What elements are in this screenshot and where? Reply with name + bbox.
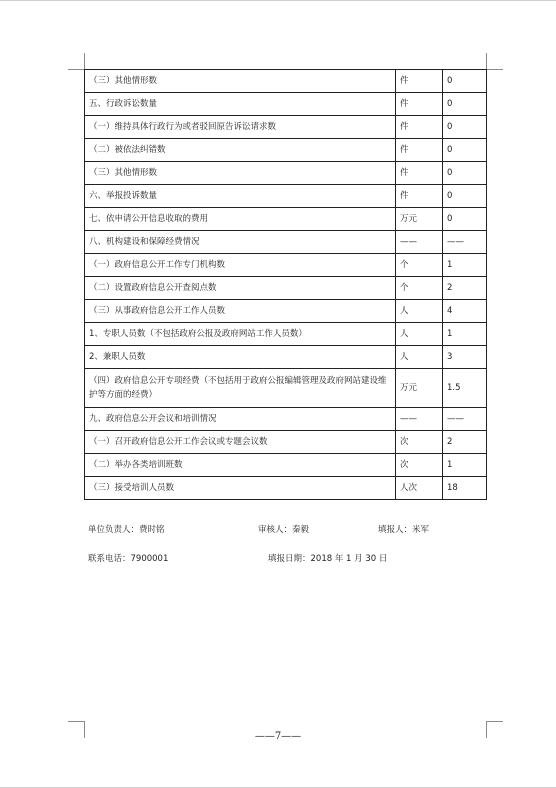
item-cell: 五、行政诉讼数量 bbox=[85, 93, 396, 116]
item-cell: （三）其他情形数 bbox=[85, 70, 396, 93]
value-cell: 0 bbox=[443, 116, 487, 139]
table-row bbox=[85, 369, 487, 408]
unit-cell: 件 bbox=[396, 93, 443, 116]
crop-mark-top-left bbox=[68, 53, 85, 70]
table-row bbox=[85, 116, 487, 139]
table-row bbox=[85, 277, 487, 300]
value-cell: 1.5 bbox=[443, 369, 487, 408]
item-cell: （四）政府信息公开专项经费（不包括用于政府公报编辑管理及政府网站建设维护等方面的经费） bbox=[85, 369, 396, 408]
item-cell: 九、政府信息公开会议和培训情况 bbox=[85, 408, 396, 431]
table-row bbox=[85, 162, 487, 185]
unit-cell: 人次 bbox=[396, 477, 443, 500]
item-cell: （一）维持具体行政行为或者驳回原告诉讼请求数 bbox=[85, 116, 396, 139]
item-cell: （二）被依法纠错数 bbox=[85, 139, 396, 162]
item-cell: 1、专职人员数（不包括政府公报及政府网站工作人员数） bbox=[85, 323, 396, 346]
contact-phone: 联系电话：7900001 bbox=[88, 554, 169, 564]
value-cell: 2 bbox=[443, 277, 487, 300]
unit-cell: —— bbox=[396, 408, 443, 431]
item-cell: （三）接受培训人员数 bbox=[85, 477, 396, 500]
responsible-person: 单位负责人：费时铭 bbox=[88, 525, 165, 535]
unit-cell: 万元 bbox=[396, 369, 443, 408]
value-cell: 1 bbox=[443, 454, 487, 477]
table-row bbox=[85, 93, 487, 116]
item-cell: （三）其他情形数 bbox=[85, 162, 396, 185]
unit-cell: 万元 bbox=[396, 208, 443, 231]
value-cell: 0 bbox=[443, 93, 487, 116]
crop-mark-bottom-right bbox=[486, 721, 503, 738]
statistics-table bbox=[84, 69, 487, 500]
value-cell: 0 bbox=[443, 185, 487, 208]
page-number: ——7—— bbox=[254, 731, 302, 742]
fill-date: 填报日期：2018 年 1 月 30 日 bbox=[268, 554, 388, 564]
unit-cell: 件 bbox=[396, 70, 443, 93]
filler: 填报人：米军 bbox=[378, 525, 430, 535]
value-cell: 0 bbox=[443, 208, 487, 231]
unit-cell: 件 bbox=[396, 185, 443, 208]
unit-cell: 次 bbox=[396, 431, 443, 454]
table-row bbox=[85, 139, 487, 162]
value-cell: 4 bbox=[443, 300, 487, 323]
table-row bbox=[85, 323, 487, 346]
value-cell: 0 bbox=[443, 139, 487, 162]
table-row bbox=[85, 431, 487, 454]
item-cell: 七、依申请公开信息收取的费用 bbox=[85, 208, 396, 231]
table-row bbox=[85, 208, 487, 231]
item-cell: （一）政府信息公开工作专门机构数 bbox=[85, 254, 396, 277]
table-row bbox=[85, 346, 487, 369]
value-cell: 3 bbox=[443, 346, 487, 369]
table-row bbox=[85, 185, 487, 208]
unit-cell: 人 bbox=[396, 300, 443, 323]
table-row bbox=[85, 300, 487, 323]
unit-cell: 次 bbox=[396, 454, 443, 477]
item-cell: （二）举办各类培训班数 bbox=[85, 454, 396, 477]
unit-cell: 人 bbox=[396, 323, 443, 346]
value-cell: 1 bbox=[443, 323, 487, 346]
table-row bbox=[85, 477, 487, 500]
table-row bbox=[85, 231, 487, 254]
value-cell: 2 bbox=[443, 431, 487, 454]
table-row bbox=[85, 70, 487, 93]
value-cell: —— bbox=[443, 408, 487, 431]
table-row bbox=[85, 454, 487, 477]
reviewer: 审核人：秦毅 bbox=[258, 525, 310, 535]
item-cell: 八、机构建设和保障经费情况 bbox=[85, 231, 396, 254]
value-cell: 18 bbox=[443, 477, 487, 500]
value-cell: 0 bbox=[443, 70, 487, 93]
crop-mark-top-right bbox=[486, 53, 503, 70]
item-cell: 2、兼职人员数 bbox=[85, 346, 396, 369]
unit-cell: 人 bbox=[396, 346, 443, 369]
unit-cell: 个 bbox=[396, 277, 443, 300]
table-row bbox=[85, 254, 487, 277]
item-cell: （三）从事政府信息公开工作人员数 bbox=[85, 300, 396, 323]
item-cell: （二）设置政府信息公开查阅点数 bbox=[85, 277, 396, 300]
unit-cell: 件 bbox=[396, 139, 443, 162]
unit-cell: 件 bbox=[396, 116, 443, 139]
unit-cell: 个 bbox=[396, 254, 443, 277]
value-cell: 1 bbox=[443, 254, 487, 277]
crop-mark-bottom-left bbox=[68, 721, 85, 738]
unit-cell: 件 bbox=[396, 162, 443, 185]
table-row bbox=[85, 408, 487, 431]
statistics-table-body bbox=[85, 70, 487, 500]
unit-cell: —— bbox=[396, 231, 443, 254]
item-cell: （一）召开政府信息公开工作会议或专题会议数 bbox=[85, 431, 396, 454]
value-cell: 0 bbox=[443, 162, 487, 185]
item-cell: 六、举报投诉数量 bbox=[85, 185, 396, 208]
value-cell: —— bbox=[443, 231, 487, 254]
